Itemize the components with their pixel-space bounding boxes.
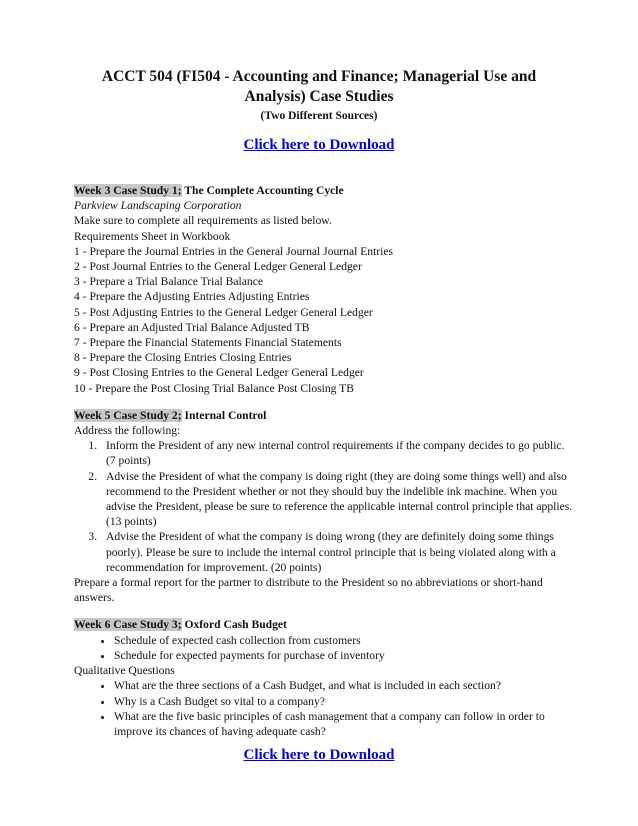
- week6-qualitative-heading: Qualitative Questions: [74, 664, 175, 678]
- top-download-link-row: [0, 136, 638, 154]
- week6-question: • Why is a Cash Budget so vital to a company?: [114, 694, 574, 709]
- week3-step: 3 - Prepare a Trial Balance Trial Balance: [74, 275, 263, 289]
- document-body: [74, 183, 574, 739]
- week5-requirement: 3. Advise the President of what the company is doing wrong (they are definitely doing some things poorly). Please be sure to include the internal control principle that is being violated along with a recommendation for improvement. (20 points): [100, 529, 574, 575]
- week6-schedule: • Schedule of expected cash collection from customers: [114, 633, 574, 648]
- week3-sheet: Requirements Sheet in Workbook: [74, 229, 231, 243]
- week6-question: • What are the five basic principles of cash management that a company can follow in order to improve its chances of having adequate cash?: [114, 709, 574, 739]
- document-subtitle: (Two Different Sources): [260, 110, 378, 122]
- week3-steps: [74, 244, 574, 396]
- document-title: ACCT 504 (FI504 - Accounting and Finance; Managerial Use and Analysis) Case Studies: [101, 68, 537, 105]
- week5-title: Internal Control: [181, 408, 267, 422]
- week3-step: 4 - Prepare the Adjusting Entries Adjusting Entries: [74, 290, 310, 304]
- download-link-bottom[interactable]: Click here to Download: [243, 747, 395, 763]
- week3-step: 1 - Prepare the Journal Entries in the General Journal Journal Entries: [74, 244, 394, 258]
- week6-heading: [74, 617, 574, 632]
- week3-intro: Make sure to complete all requirements as listed below.: [74, 214, 332, 228]
- week3-step: 7 - Prepare the Financial Statements Financial Statements: [74, 336, 342, 350]
- week6-title: Oxford Cash Budget: [181, 618, 287, 632]
- week3-step: 9 - Post Closing Entries to the General Ledger General Ledger: [74, 366, 364, 380]
- week3-heading: [74, 183, 574, 198]
- download-link-top[interactable]: Click here to Download: [243, 137, 395, 153]
- week5-requirements-list: [74, 438, 574, 575]
- bottom-download-link-row: [0, 746, 638, 764]
- week5-intro: Address the following:: [74, 424, 181, 438]
- week5-requirement: 2. Advise the President of what the company is doing right (they are doing some things well) and also recommend to the President whether or not they should buy the indelible ink machine. When you advise the President, please be sure to reference the applicable internal control principle that applies. (13 points): [100, 469, 574, 530]
- week3-step: 5 - Post Adjusting Entries to the General Ledger General Ledger: [74, 305, 373, 319]
- week5-requirement: 1. Inform the President of any new internal control requirements if the company decides to go public. (7 points): [100, 438, 574, 468]
- week3-step: 6 - Prepare an Adjusted Trial Balance Adjusted TB: [74, 320, 310, 334]
- week5-heading: [74, 408, 574, 423]
- week6-schedule: • Schedule for expected payments for purchase of inventory: [114, 648, 574, 663]
- week3-step: 10 - Prepare the Post Closing Trial Balance Post Closing TB: [74, 381, 354, 395]
- week3-step: 8 - Prepare the Closing Entries Closing Entries: [74, 351, 292, 365]
- week3-title: The Complete Accounting Cycle: [181, 184, 344, 197]
- week5-label: Week 5 Case Study 2;: [74, 408, 182, 422]
- week6-question: • What are the three sections of a Cash Budget, and what is included in each section?: [114, 678, 574, 693]
- week3-label: Week 3 Case Study 1;: [74, 184, 182, 197]
- week5-closing: Prepare a formal report for the partner to distribute to the President so no abbreviations or short-hand answers.: [74, 576, 543, 605]
- week6-schedules-list: [74, 633, 574, 663]
- week3-step: 2 - Post Journal Entries to the General Ledger General Ledger: [74, 260, 362, 274]
- week6-questions-list: [74, 678, 574, 739]
- week6-label: Week 6 Case Study 3;: [74, 618, 182, 632]
- week3-company: Parkview Landscaping Corporation: [74, 199, 242, 213]
